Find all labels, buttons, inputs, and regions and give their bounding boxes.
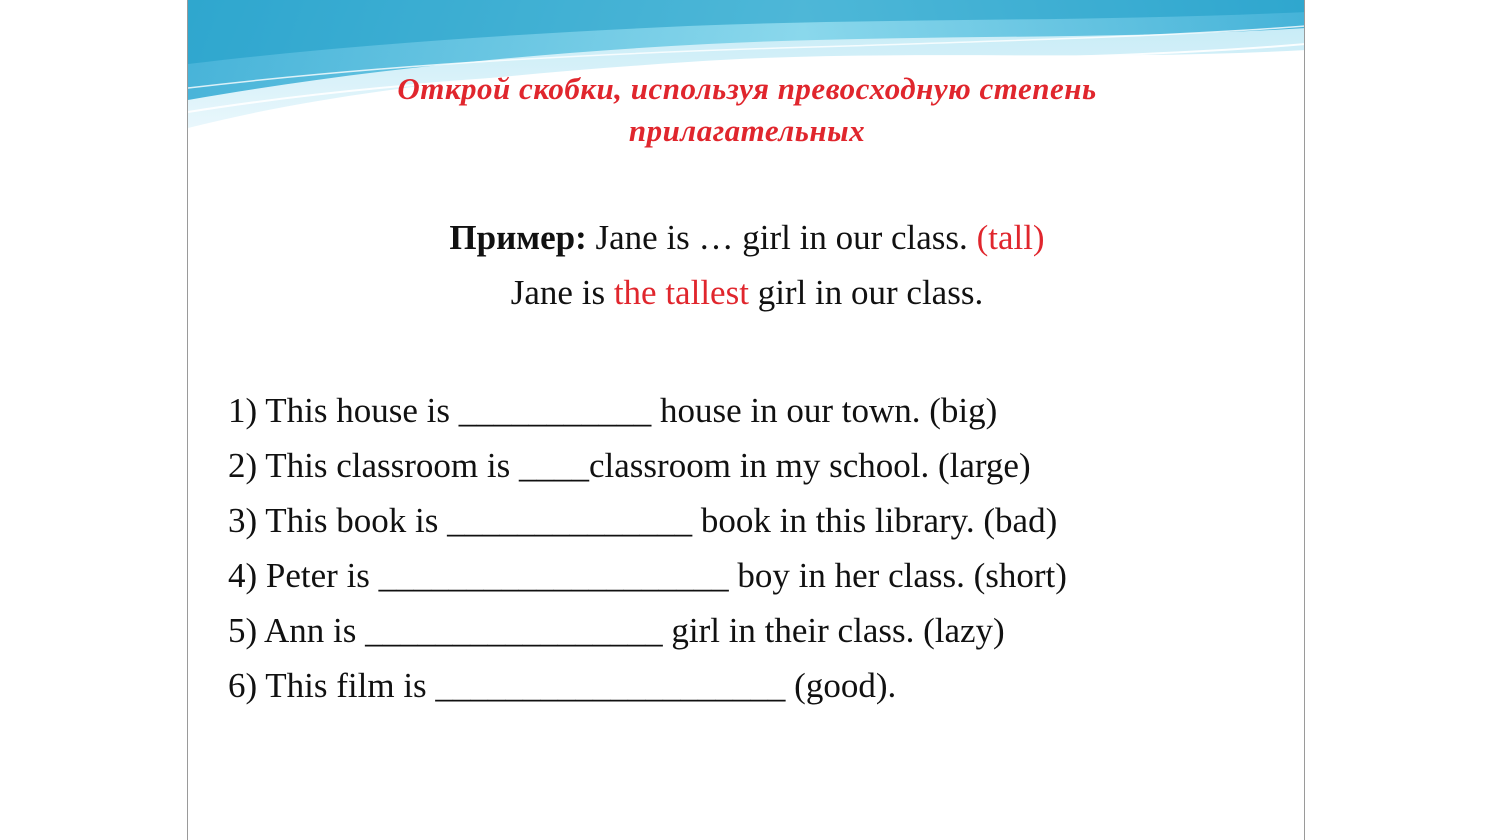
- answer-after: girl in our class.: [748, 273, 984, 312]
- slide: [187, 0, 1305, 840]
- title-line-2: прилагательных: [628, 113, 866, 148]
- example-label: Пример:: [449, 218, 587, 257]
- answer-highlight: the tallest: [613, 273, 749, 312]
- exercise-item-2: 2) This classroom is ____classroom in my school. (large): [228, 446, 1031, 485]
- example-sentence: [188, 218, 1305, 258]
- exercise-item-5: 5) Ann is _________________ girl in their class. (lazy): [228, 611, 1005, 650]
- exercise-item-1: 1) This house is ___________ house in our town. (big): [228, 391, 998, 430]
- slide-title: [188, 68, 1305, 152]
- exercise-list: [228, 383, 1067, 713]
- example-text: Jane is … girl in our class.: [586, 218, 977, 257]
- exercise-item-3: 3) This book is ______________ book in this library. (bad): [228, 501, 1058, 540]
- exercise-item-4: 4) Peter is ____________________ boy in her class. (short): [228, 556, 1067, 595]
- exercise-item-6: 6) This film is ____________________ (good).: [228, 666, 897, 705]
- title-line-1: Открой скобки, используя превосходную степень: [397, 71, 1097, 106]
- example-answer: [188, 273, 1305, 313]
- example-hint: (tall): [976, 218, 1045, 257]
- answer-before: Jane is: [510, 273, 614, 312]
